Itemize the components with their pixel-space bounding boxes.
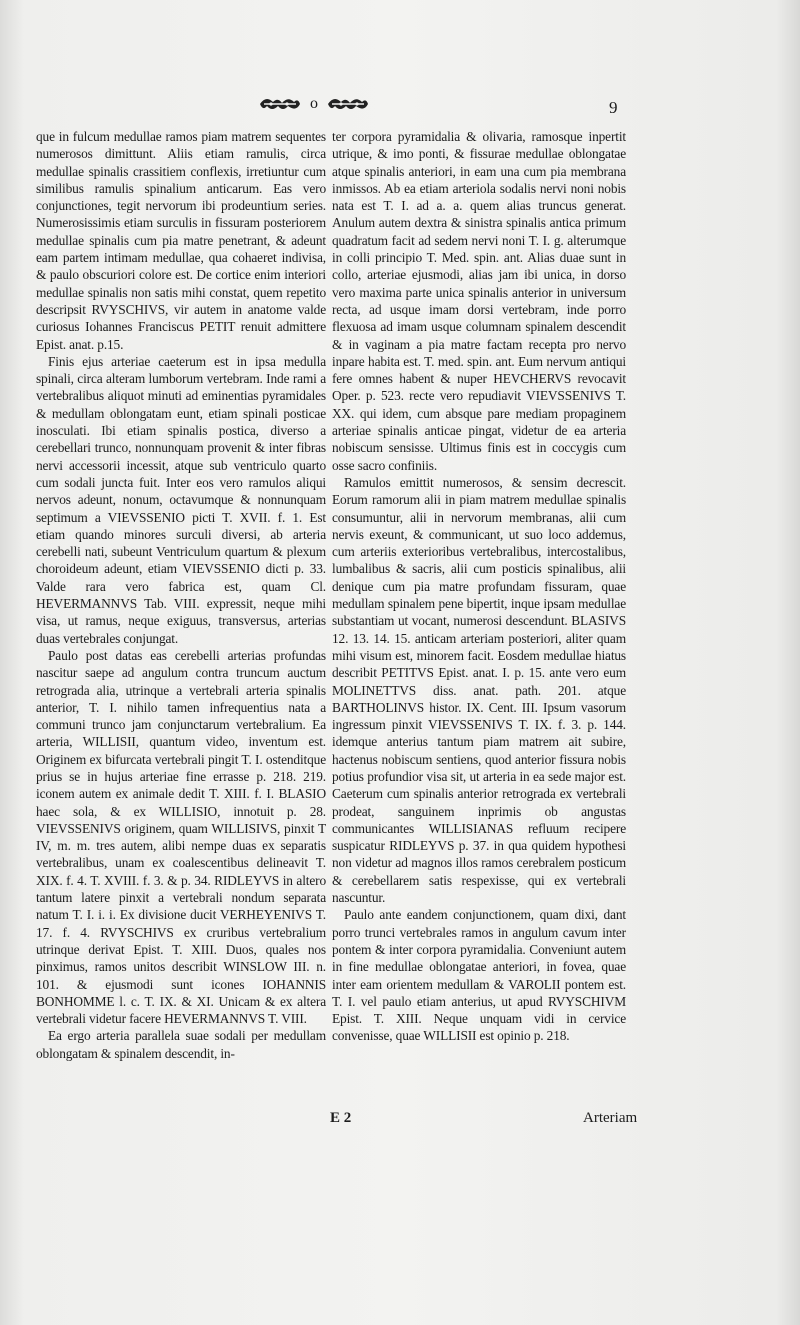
right-ornament-icon (326, 94, 370, 114)
right-column (332, 128, 626, 1045)
catchword: Arteriam (583, 1110, 638, 1126)
left-ornament-icon (258, 94, 302, 114)
signature-mark: E 2 (330, 1110, 352, 1126)
ornament-center: o (310, 95, 318, 112)
left-paragraph: Paulo post datas eas cerebelli arterias profundas nascitur saepe ad angulum contra truncum auctum retrograda alia, utrinque a vertebrali arteria spinalis anterior, T. I. nihilo tamen infrequentius nata a communi trunco jam conjunctarum vertebralium. Ea arteria, WILLISII, quantum video, inventum est. Originem ex bifurcata vertebrali pingit T. I. ostenditque prius se in hujus arteriae fine errasse p. 218. 219. iconem autem ex animale dedit T. XIII. f. I. BLASIO haec sola, & ex WILLISIO, innotuit p. 28. VIEVSSENIVS originem, quam WILLISIVS, pinxit T IV, m. m. tres autem, alibi nempe duas ex separatis vertebralibus, unam ex coalescentibus delineavit T. XIX. f. 4. T. XVIII. f. 3. & p. 34. RIDLEYVS in altero tantum latere pinxit a vertebrali nondum separata natum T. I. i. i. Ex divisione ducit VERHEYENIVS T. 17. f. 4. RVYSCHIVS ex cruribus vertebralium utrinque derivat Epist. T. XIII. Duos, quales nos pinximus, ramos unitos describit WINSLOW III. n. 101. & ejusmodi sunt icones IOHANNIS BONHOMME l. c. T. IX. & XI. Unicam & ex altera vertebrali videtur facere HEVERMANNVS T. VIII. (36, 647, 326, 1027)
left-paragraph: que in fulcum medullae ramos piam matrem sequentes numerosos dimittunt. Aliis etiam ramulis, circa medullae spinalis crassitiem conflexis, irretiuntur cum similibus ramulis spinalium anticarum. Eas vero conjunctiones, tegit nervorum ibi prodeuntium series. Numerosissimis etiam surculis in fissuram posteriorem medullae spinalis cum pia matre penetrant, & adeunt eam partem intimam medullae, qua cohaeret indivisa, & paulo obscuriori colore est. De cortice enim interiori medullae spinalis non satis mihi constat, quem repetito descripsit RVYSCHIVS, vir autem in anatome valde curiosus Iohannes Franciscus PETIT renuit admittere Epist. anat. p.15. (36, 129, 326, 352)
page-number: 9 (609, 98, 618, 117)
left-column (36, 128, 326, 1062)
right-paragraph: Paulo ante eandem conjunctionem, quam dixi, dant porro trunci vertebrales ramos in angulum cavum inter pontem & inter corpora pyramidalia. Conveniunt autem in fine medullae oblongatae anteriori, in fovea, quae inter eam orientem medullam & VAROLII pontem est. T. I. vel paulo etiam anterius, ut apud RVYSCHIVM Epist. T. XIII. Neque unquam vidi in cervice convenisse, quae WILLISII est opinio p. 218. (332, 907, 626, 1044)
right-paragraph: Ramulos emittit numerosos, & sensim decrescit. Eorum ramorum alii in piam matrem medullae spinalis consumuntur, alii in nervorum membranas, alii cum nervis exeunt, & communicant, ut suo loco addemus, cum arteriis exterioribus vertebralibus, intercostalibus, lumbalibus & sacris, alii cum posticis spinalibus, alii denique cum pia matre profundam fissuram, quae medullam spinalem pene bipertit, inque ipsam medullae substantiam ut vocant, numerosi descendunt. BLASIVS 12. 13. 14. 15. anticam arteriam posteriori, aliter quam mihi visum est, minorem facit. Eosdem medullae hiatus describit PETITVS Epist. anat. I. p. 15. ante vero eum MOLINETTVS diss. anat. path. 201. atque BARTHOLINVS histor. IX. Cent. III. Ipsum vasorum ingressum pinxit VIEVSSENIVS T. IX. f. 3. p. 144. idemque anterius tantum piam matrem ait subire, hactenus nobiscum sentiens, quod anterior fissura nobis potius profundior visa sit, ut arteria in ea sede major est. Caeterum cum spinalis anterior retrograda ex vertebrali prodeat, sanguinem inprimis ob angustas communicantes WILLISIANAS refluum recipere suspicatur RIDLEYVS p. 37. in qua quidem hypothesi non videtur ad magnos illos ramos cerebralem posticum & cerebellarem satis respexisse, qui ex vertebrali nascuntur. (332, 474, 626, 906)
left-paragraph: Ea ergo arteria parallela suae sodali per medullam oblongatam & spinalem descendit, in- (36, 1028, 326, 1061)
header-ornament (258, 92, 370, 116)
right-paragraph: ter corpora pyramidalia & olivaria, ramosque inpertit utrique, & imo ponti, & fissurae medullae oblongatae atque spinalis anteriori, in eam una cum pia membrana inmissos. Ab ea etiam arteriola sodalis nervi noni nobis nata est T. I. ad a. a. quem alias truncus generat. Anulum autem dextra & sinistra spinalis antica primum quadratum facit ad sedem nervi noni T. I. g. alterumque in colli principio T. Med. spin. ant. Alias duae sunt in collo, arteriae ejusmodi, alias jam ibi unica, in dorso vero maxima parte unica spinalis anterior in universum recta, ad usque imam dorsi vertebram, inde porro flexuosa ad imam usque columnam spinalem descendit & in vaginam a pia matre factam recepta pro nervo inpare habita est. T. med. spin. ant. Eum nervum antiqui fere omnes habent & nuper HEVCHERVS revocavit Oper. p. 523. recte vero repudiavit VIEVSSENIVS T. XX. qui idem, cum absque pare mediam propaginem arteriae spinalis anticae pingat, videtur de ea arteria nobiscum sensisse. Ultimus finis est in coccygis cum osse sacro confiniis. (332, 129, 626, 473)
left-paragraph: Finis ejus arteriae caeterum est in ipsa medulla spinali, circa alteram lumborum vertebram. Inde rami a vertebralibus aliquot minuti ad eminentias pyramidales & medullam oblongatam eunt, etiam spinali posticae inosculati. Ibi etiam spinalis postica, diverso a cerebellari trunco, nonnunquam provenit & inter fibras nervi accessorii incessit, atque sub ventriculo quarto cum sodali juncta fuit. Inter eos vero ramulos aliqui nervos adeunt, nonum, octavumque & nonnunquam septimum a VIEVSSENIO picti T. XVII. f. 1. Est etiam quando minores surculi diversi, ab arteria cerebelli nati, subeunt Ventriculum quartum & plexum choroideum adeunt, etiam VIEVSSENIO dicti p. 33. Valde rara vero fabrica est, quam Cl. HEVERMANNVS Tab. VIII. expressit, neque mihi visa, ut ramus, neque exiguus, transversus, arterias duas vertebrales conjungat. (36, 353, 326, 646)
